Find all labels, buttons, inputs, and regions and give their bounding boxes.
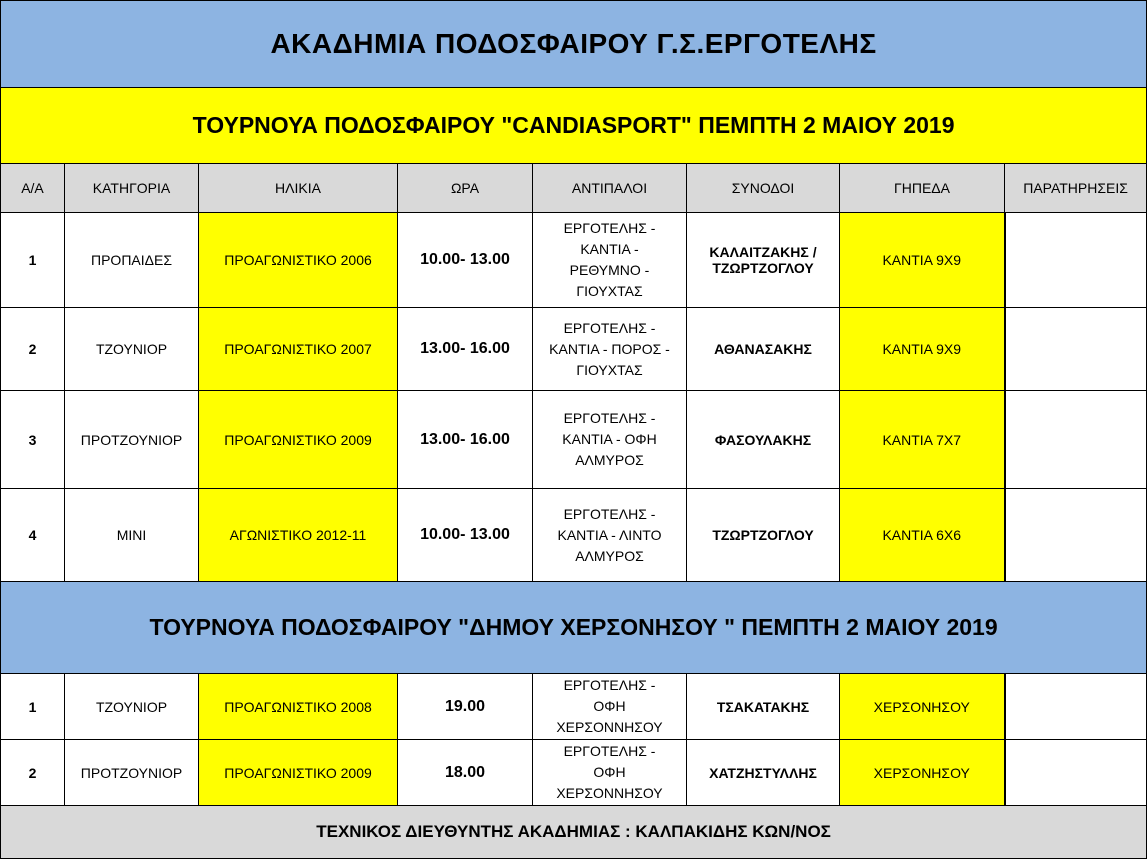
section-2-heading: ΤΟΥΡΝΟΥΑ ΠΟΔΟΣΦΑΙΡΟΥ "ΔΗΜΟΥ ΧΕΡΣΟΝΗΣΟΥ " ΠΕΜΠΤΗ 2 ΜΑΙΟΥ 2019 [1,582,1147,674]
row-field: ΧΕΡΣΟΝΗΣΟΥ [840,740,1005,806]
opponent-line: ΕΡΓΟΤΕΛΗΣ - [563,677,656,693]
escort-line: ΤΖΩΡΤΖΟΓΛΟΥ [712,260,814,276]
row-escorts [687,308,840,391]
escort-line: ΑΘΑΝΑΣΑΚΗΣ [714,341,812,357]
row-opponents [533,740,687,806]
footer-director: ΤΕΧΝΙΚΟΣ ΔΙΕΥΘΥΝΤΗΣ ΑΚΑΔΗΜΙΑΣ : ΚΑΛΠΑΚΙΔΗΣ ΚΩΝ/ΝΟΣ [1,806,1147,859]
row-age: ΠΡΟΑΓΩΝΙΣΤΙΚΟ 2008 [199,674,398,740]
col-header-time: ΩΡΑ [398,164,533,213]
opponent-line: ΚΑΝΤΙΑ - [580,241,639,257]
opponent-line: ΕΡΓΟΤΕΛΗΣ - [563,220,656,236]
opponent-line: ΚΑΝΤΙΑ - ΟΦΗ [562,431,657,447]
col-header-age: ΗΛΙΚΙΑ [199,164,398,213]
row-category: ΜΙΝΙ [65,489,199,582]
row-opponents [533,213,687,308]
opponent-line: ΕΡΓΟΤΕΛΗΣ - [563,505,656,522]
table-row [1,391,1147,489]
row-notes [1005,489,1147,582]
row-number: 3 [1,391,65,489]
opponent-line: ΧΕΡΣΟΝΝΗΣΟΥ [556,785,663,801]
opponent-line: ΟΦΗ [593,698,626,714]
row-opponents [533,391,687,489]
row-age: ΠΡΟΑΓΩΝΙΣΤΙΚΟ 2006 [199,213,398,308]
row-escorts [687,674,840,740]
row-field: ΚΑΝΤΙΑ 9Χ9 [840,213,1005,308]
row-number: 2 [1,308,65,391]
row-field: ΧΕΡΣΟΝΗΣΟΥ [840,674,1005,740]
row-notes [1005,391,1147,489]
row-notes [1005,674,1147,740]
row-age: ΠΡΟΑΓΩΝΙΣΤΙΚΟ 2009 [199,391,398,489]
row-escorts [687,391,840,489]
table-row [1,489,1147,582]
row-number: 2 [1,740,65,806]
row-time: 19.00 [398,674,533,740]
row-field: ΚΑΝΤΙΑ 9Χ9 [840,308,1005,391]
row-category: ΠΡΟΤΖΟΥΝΙΟΡ [65,740,199,806]
col-header-fields: ΓΗΠΕΔΑ [840,164,1005,213]
row-notes [1005,213,1147,308]
opponent-line: ΚΑΝΤΙΑ - ΛΙΝΤΟ [557,526,662,543]
opponent-line: ΑΛΜΥΡΟΣ [575,547,644,564]
opponent-line: ΟΦΗ [593,764,626,780]
row-number: 4 [1,489,65,582]
row-age: ΑΓΩΝΙΣΤΙΚΟ 2012-11 [199,489,398,582]
row-category: ΤΖΟΥΝΙΟΡ [65,674,199,740]
escort-line: ΧΑΤΖΗΣΤΥΛΛΗΣ [709,764,817,781]
col-header-opponents: ΑΝΤΙΠΑΛΟΙ [533,164,687,213]
opponent-line: ΕΡΓΟΤΕΛΗΣ - [563,743,656,759]
row-opponents [533,489,687,582]
col-header-category: ΚΑΤΗΓΟΡΙΑ [65,164,199,213]
row-notes [1005,740,1147,806]
col-header-aa: Α/Α [1,164,65,213]
row-opponents [533,674,687,740]
row-time: 18.00 [398,740,533,806]
row-age: ΠΡΟΑΓΩΝΙΣΤΙΚΟ 2009 [199,740,398,806]
opponent-line: ΧΕΡΣΟΝΝΗΣΟΥ [556,719,663,735]
row-field: ΚΑΝΤΙΑ 7Χ7 [840,391,1005,489]
opponent-line: ΚΑΝΤΙΑ - ΠΟΡΟΣ - [549,340,670,357]
row-escorts [687,489,840,582]
section-1-heading: ΤΟΥΡΝΟΥΑ ΠΟΔΟΣΦΑΙΡΟΥ "CANDIASPORT" ΠΕΜΠΤΗ 2 ΜΑΙΟΥ 2019 [1,88,1147,164]
escort-line: ΤΣΑΚΑΤΑΚΗΣ [716,698,810,715]
row-escorts [687,740,840,806]
escort-line: ΚΑΛΑΙΤΖΑΚΗΣ / [709,244,817,260]
opponent-line: ΑΛΜΥΡΟΣ [575,452,644,468]
opponent-line: ΕΡΓΟΤΕΛΗΣ - [563,319,656,336]
row-time: 10.00- 13.00 [398,213,533,308]
row-opponents [533,308,687,391]
row-number: 1 [1,674,65,740]
row-time: 13.00- 16.00 [398,308,533,391]
row-notes [1005,308,1147,391]
row-category: ΠΡΟΤΖΟΥΝΙΟΡ [65,391,199,489]
row-number: 1 [1,213,65,308]
table-row [1,213,1147,308]
row-category: ΠΡΟΠΑΙΔΕΣ [65,213,199,308]
opponent-line: ΓΙΟΥΧΤΑΣ [576,361,643,378]
opponent-line: ΕΡΓΟΤΕΛΗΣ - [563,410,656,426]
table-row [1,674,1147,740]
col-header-escorts: ΣΥΝΟΔΟΙ [687,164,840,213]
escort-line: ΤΖΩΡΤΖΟΓΛΟΥ [712,527,814,543]
page-title: ΑΚΑΔΗΜΙΑ ΠΟΔΟΣΦΑΙΡΟΥ Γ.Σ.ΕΡΓΟΤΕΛΗΣ [1,1,1147,88]
opponent-line: ΓΙΟΥΧΤΑΣ [576,283,643,299]
opponent-line: ΡΕΘΥΜΝΟ - [569,262,650,278]
row-time: 10.00- 13.00 [398,489,533,582]
col-header-notes: ΠΑΡΑΤΗΡΗΣΕΙΣ [1005,164,1147,213]
row-escorts [687,213,840,308]
table-row [1,740,1147,806]
row-time: 13.00- 16.00 [398,391,533,489]
row-age: ΠΡΟΑΓΩΝΙΣΤΙΚΟ 2007 [199,308,398,391]
column-header-row [1,164,1147,213]
row-field: ΚΑΝΤΙΑ 6Χ6 [840,489,1005,582]
table-row [1,308,1147,391]
row-category: ΤΖΟΥΝΙΟΡ [65,308,199,391]
escort-line: ΦΑΣΟΥΛΑΚΗΣ [714,431,812,448]
